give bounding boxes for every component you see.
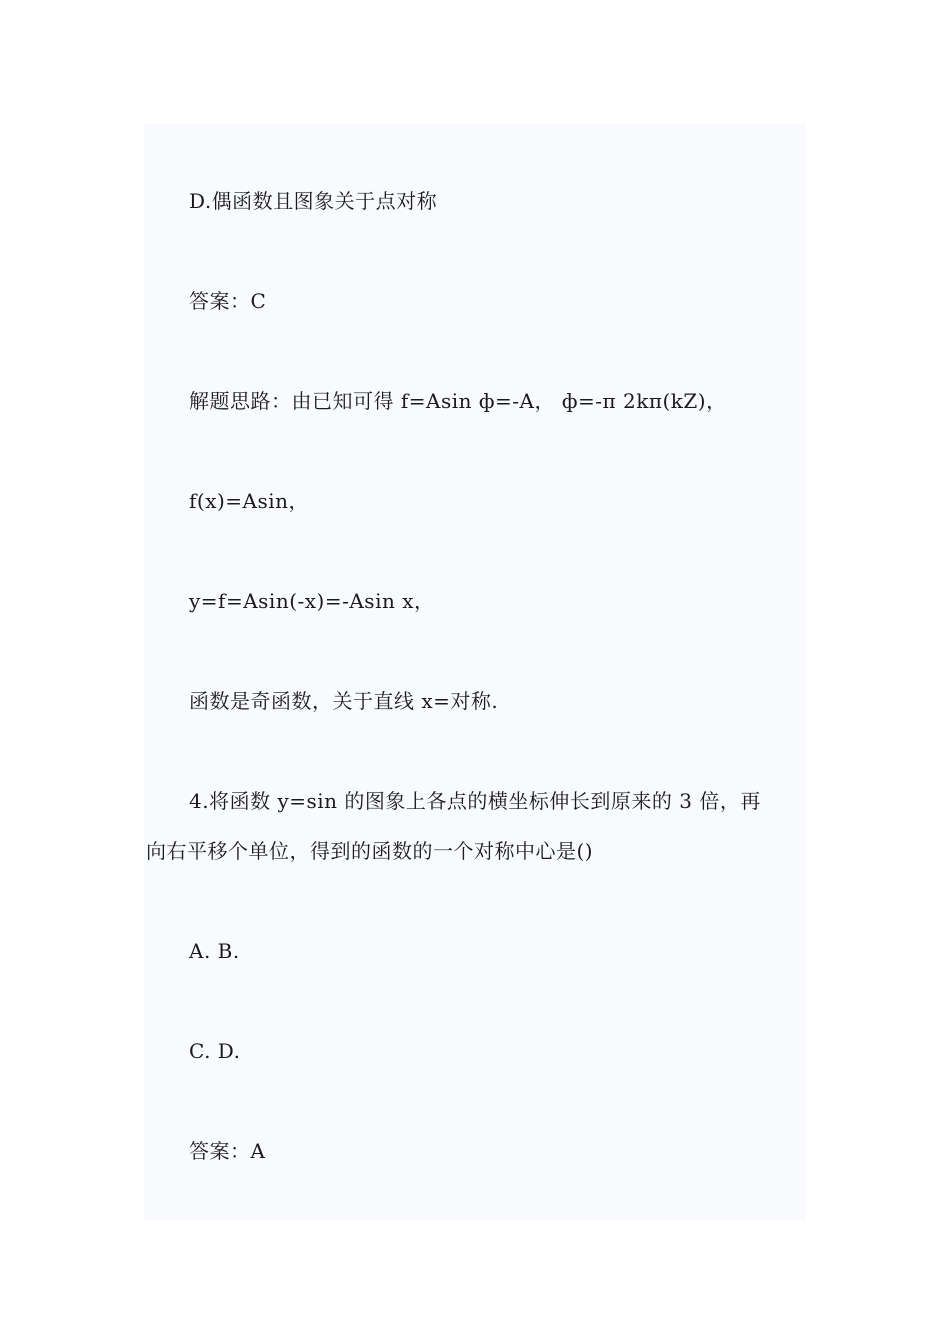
answer-line-1: 答案：C <box>189 289 267 313</box>
solution-step-2: y=f=Asin(-x)=-Asin x， <box>189 589 435 613</box>
options-a-b: A. B. <box>189 939 240 963</box>
question-4-line-2: 向右平移个单位，得到的函数的一个对称中心是() <box>146 839 594 863</box>
option-d-text: D.偶函数且图象关于点对称 <box>189 189 438 213</box>
options-c-d: C. D. <box>189 1039 241 1063</box>
solution-approach: 解题思路：由已知可得 f=Asin ф=-A， ф=-π 2kπ(kZ)， <box>189 389 727 413</box>
solution-step-1: f(x)=Asin， <box>189 489 310 513</box>
question-4-line-1: 4.将函数 y=sin 的图象上各点的横坐标伸长到原来的 3 倍，再 <box>189 789 761 813</box>
solution-conclusion: 函数是奇函数，关于直线 x=对称. <box>189 689 499 713</box>
answer-line-2: 答案：A <box>189 1139 266 1163</box>
